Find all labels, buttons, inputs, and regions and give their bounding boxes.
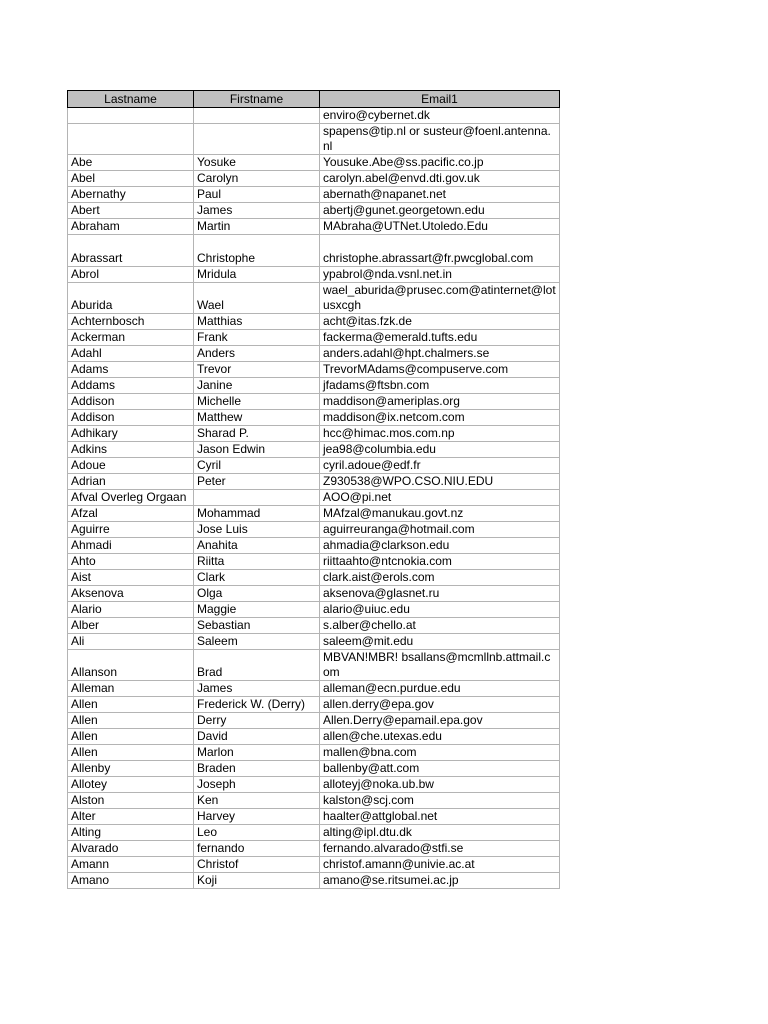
lastname-cell: Ahto — [68, 554, 194, 570]
lastname-cell: Allanson — [68, 650, 194, 681]
firstname-cell: Frank — [194, 330, 320, 346]
firstname-cell: Olga — [194, 586, 320, 602]
lastname-cell: Abel — [68, 171, 194, 187]
firstname-cell: Mridula — [194, 267, 320, 283]
table-row — [68, 793, 560, 809]
table-row — [68, 124, 560, 155]
email-cell: MAbraha@UTNet.Utoledo.Edu — [320, 219, 560, 235]
email-cell: aksenova@glasnet.ru — [320, 586, 560, 602]
email-cell: alting@ipl.dtu.dk — [320, 825, 560, 841]
firstname-cell: Harvey — [194, 809, 320, 825]
email-cell: aguirreuranga@hotmail.com — [320, 522, 560, 538]
table-row — [68, 394, 560, 410]
firstname-cell: Anders — [194, 346, 320, 362]
lastname-cell: Allen — [68, 697, 194, 713]
table-row — [68, 458, 560, 474]
table-row — [68, 108, 560, 124]
lastname-cell: Afzal — [68, 506, 194, 522]
table-row — [68, 187, 560, 203]
lastname-cell — [68, 108, 194, 124]
table-row — [68, 538, 560, 554]
header-row — [68, 91, 560, 108]
lastname-cell — [68, 124, 194, 155]
table-row — [68, 841, 560, 857]
firstname-cell: Peter — [194, 474, 320, 490]
table-row — [68, 171, 560, 187]
table-row — [68, 283, 560, 314]
email-cell: jfadams@ftsbn.com — [320, 378, 560, 394]
lastname-cell: Alting — [68, 825, 194, 841]
firstname-cell: Carolyn — [194, 171, 320, 187]
email-cell: saleem@mit.edu — [320, 634, 560, 650]
email-cell: Yousuke.Abe@ss.pacific.co.jp — [320, 155, 560, 171]
email-cell: hcc@himac.mos.com.np — [320, 426, 560, 442]
email-cell: jea98@columbia.edu — [320, 442, 560, 458]
email-cell: AOO@pi.net — [320, 490, 560, 506]
table-row — [68, 602, 560, 618]
firstname-cell: Matthias — [194, 314, 320, 330]
lastname-cell: Aburida — [68, 283, 194, 314]
email-cell: alleman@ecn.purdue.edu — [320, 681, 560, 697]
email-cell: allen.derry@epa.gov — [320, 697, 560, 713]
firstname-cell: Brad — [194, 650, 320, 681]
email-cell: mallen@bna.com — [320, 745, 560, 761]
firstname-cell: Jose Luis — [194, 522, 320, 538]
email-cell: ypabrol@nda.vsnl.net.in — [320, 267, 560, 283]
email-header: Email1 — [320, 91, 560, 108]
table-row — [68, 634, 560, 650]
email-cell: wael_aburida@prusec.com@atinternet@lotusxcgh — [320, 283, 560, 314]
firstname-cell: Frederick W. (Derry) — [194, 697, 320, 713]
firstname-cell: Anahita — [194, 538, 320, 554]
firstname-cell: Riitta — [194, 554, 320, 570]
lastname-cell: Allotey — [68, 777, 194, 793]
lastname-cell: Ahmadi — [68, 538, 194, 554]
lastname-cell: Achternbosch — [68, 314, 194, 330]
email-cell: Z930538@WPO.CSO.NIU.EDU — [320, 474, 560, 490]
firstname-cell: Michelle — [194, 394, 320, 410]
email-cell: fackerma@emerald.tufts.edu — [320, 330, 560, 346]
table-row — [68, 235, 560, 267]
firstname-cell: James — [194, 681, 320, 697]
table-row — [68, 314, 560, 330]
lastname-cell: Alter — [68, 809, 194, 825]
table-row — [68, 378, 560, 394]
table-row — [68, 713, 560, 729]
firstname-cell: Paul — [194, 187, 320, 203]
lastname-cell: Adoue — [68, 458, 194, 474]
table-row — [68, 155, 560, 171]
email-cell: haalter@attglobal.net — [320, 809, 560, 825]
table-row — [68, 873, 560, 889]
firstname-cell: Mohammad — [194, 506, 320, 522]
lastname-cell: Adrian — [68, 474, 194, 490]
table-row — [68, 745, 560, 761]
email-cell: clark.aist@erols.com — [320, 570, 560, 586]
email-cell: MAfzal@manukau.govt.nz — [320, 506, 560, 522]
lastname-cell: Addison — [68, 410, 194, 426]
table-row — [68, 857, 560, 873]
firstname-cell: Saleem — [194, 634, 320, 650]
lastname-cell: Adhikary — [68, 426, 194, 442]
lastname-cell: Amann — [68, 857, 194, 873]
table-row — [68, 554, 560, 570]
email-cell: spapens@tip.nl or susteur@foenl.antenna.nl — [320, 124, 560, 155]
table-row — [68, 330, 560, 346]
email-cell: Allen.Derry@epamail.epa.gov — [320, 713, 560, 729]
firstname-cell: Cyril — [194, 458, 320, 474]
table-row — [68, 506, 560, 522]
lastname-cell: Abert — [68, 203, 194, 219]
lastname-cell: Alleman — [68, 681, 194, 697]
firstname-cell: Braden — [194, 761, 320, 777]
table-row — [68, 410, 560, 426]
lastname-cell: Alvarado — [68, 841, 194, 857]
lastname-cell: Aist — [68, 570, 194, 586]
firstname-cell: James — [194, 203, 320, 219]
table-row — [68, 426, 560, 442]
firstname-cell — [194, 108, 320, 124]
firstname-cell: Matthew — [194, 410, 320, 426]
table-row — [68, 362, 560, 378]
firstname-header: Firstname — [194, 91, 320, 108]
table-row — [68, 618, 560, 634]
email-cell: ahmadia@clarkson.edu — [320, 538, 560, 554]
firstname-cell: Trevor — [194, 362, 320, 378]
email-cell: fernando.alvarado@stfi.se — [320, 841, 560, 857]
lastname-cell: Addison — [68, 394, 194, 410]
firstname-cell: Jason Edwin — [194, 442, 320, 458]
lastname-cell: Abrassart — [68, 235, 194, 267]
table-row — [68, 522, 560, 538]
table-row — [68, 346, 560, 362]
lastname-cell: Ali — [68, 634, 194, 650]
email-cell: riittaahto@ntcnokia.com — [320, 554, 560, 570]
firstname-cell: Derry — [194, 713, 320, 729]
firstname-cell: Koji — [194, 873, 320, 889]
firstname-cell: Christophe — [194, 235, 320, 267]
lastname-cell: Allen — [68, 745, 194, 761]
lastname-cell: Allenby — [68, 761, 194, 777]
lastname-cell: Abe — [68, 155, 194, 171]
lastname-cell: Abrol — [68, 267, 194, 283]
firstname-cell: Sebastian — [194, 618, 320, 634]
email-cell: acht@itas.fzk.de — [320, 314, 560, 330]
firstname-cell: Joseph — [194, 777, 320, 793]
lastname-cell: Adams — [68, 362, 194, 378]
email-cell: maddison@ameriplas.org — [320, 394, 560, 410]
email-cell: christophe.abrassart@fr.pwcglobal.com — [320, 235, 560, 267]
email-cell: alario@uiuc.edu — [320, 602, 560, 618]
table-row — [68, 219, 560, 235]
table-row — [68, 825, 560, 841]
table-row — [68, 267, 560, 283]
table-row — [68, 761, 560, 777]
email-cell: amano@se.ritsumei.ac.jp — [320, 873, 560, 889]
contacts-table — [67, 90, 560, 889]
firstname-cell: Sharad P. — [194, 426, 320, 442]
table-row — [68, 777, 560, 793]
lastname-cell: Aguirre — [68, 522, 194, 538]
firstname-cell: Janine — [194, 378, 320, 394]
table-row — [68, 650, 560, 681]
email-cell: alloteyj@noka.ub.bw — [320, 777, 560, 793]
firstname-cell: Yosuke — [194, 155, 320, 171]
firstname-cell: Leo — [194, 825, 320, 841]
lastname-cell: Abraham — [68, 219, 194, 235]
lastname-cell: Allen — [68, 713, 194, 729]
lastname-cell: Ackerman — [68, 330, 194, 346]
table-row — [68, 681, 560, 697]
firstname-cell: David — [194, 729, 320, 745]
lastname-header: Lastname — [68, 91, 194, 108]
email-cell: christof.amann@univie.ac.at — [320, 857, 560, 873]
firstname-cell — [194, 124, 320, 155]
email-cell: MBVAN!MBR! bsallans@mcmllnb.attmail.com — [320, 650, 560, 681]
email-cell: ballenby@att.com — [320, 761, 560, 777]
table-row — [68, 809, 560, 825]
table-row — [68, 729, 560, 745]
email-cell: s.alber@chello.at — [320, 618, 560, 634]
lastname-cell: Addams — [68, 378, 194, 394]
table-row — [68, 490, 560, 506]
email-cell: abertj@gunet.georgetown.edu — [320, 203, 560, 219]
lastname-cell: Afval Overleg Orgaan — [68, 490, 194, 506]
email-cell: anders.adahl@hpt.chalmers.se — [320, 346, 560, 362]
firstname-cell: Ken — [194, 793, 320, 809]
table-row — [68, 203, 560, 219]
lastname-cell: Alario — [68, 602, 194, 618]
firstname-cell: Clark — [194, 570, 320, 586]
email-cell: maddison@ix.netcom.com — [320, 410, 560, 426]
lastname-cell: Amano — [68, 873, 194, 889]
firstname-cell: Wael — [194, 283, 320, 314]
lastname-cell: Adahl — [68, 346, 194, 362]
lastname-cell: Alber — [68, 618, 194, 634]
lastname-cell: Allen — [68, 729, 194, 745]
table-row — [68, 570, 560, 586]
table-row — [68, 697, 560, 713]
email-cell: kalston@scj.com — [320, 793, 560, 809]
email-cell: enviro@cybernet.dk — [320, 108, 560, 124]
firstname-cell: Maggie — [194, 602, 320, 618]
firstname-cell: Christof — [194, 857, 320, 873]
email-cell: cyril.adoue@edf.fr — [320, 458, 560, 474]
email-cell: TrevorMAdams@compuserve.com — [320, 362, 560, 378]
email-cell: allen@che.utexas.edu — [320, 729, 560, 745]
lastname-cell: Aksenova — [68, 586, 194, 602]
firstname-cell: Martin — [194, 219, 320, 235]
table-row — [68, 586, 560, 602]
firstname-cell: fernando — [194, 841, 320, 857]
table-row — [68, 442, 560, 458]
firstname-cell — [194, 490, 320, 506]
table-row — [68, 474, 560, 490]
lastname-cell: Alston — [68, 793, 194, 809]
firstname-cell: Marlon — [194, 745, 320, 761]
lastname-cell: Abernathy — [68, 187, 194, 203]
lastname-cell: Adkins — [68, 442, 194, 458]
email-cell: carolyn.abel@envd.dti.gov.uk — [320, 171, 560, 187]
email-cell: abernath@napanet.net — [320, 187, 560, 203]
